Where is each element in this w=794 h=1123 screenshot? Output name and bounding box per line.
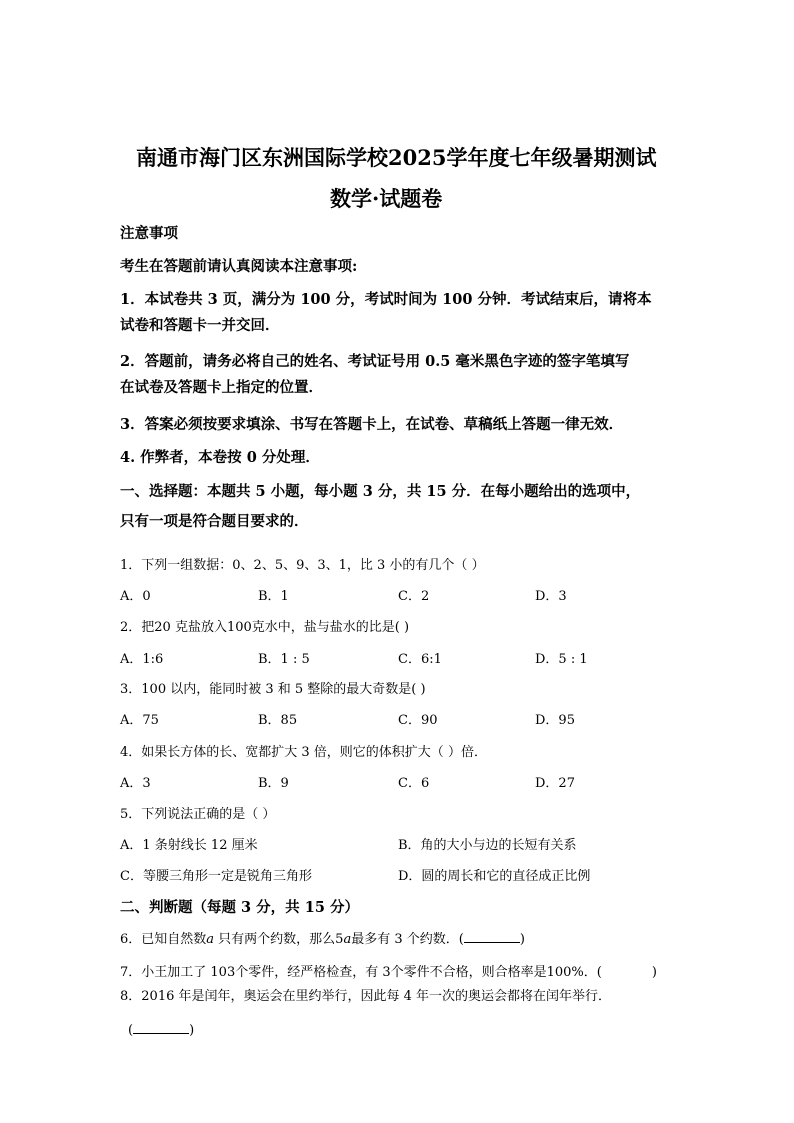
question-text: 最多有 3 个约数．( xyxy=(351,932,464,947)
question-text: 7．小王加工了 103个零件，经严格检查，有 3个零件不合格，则合格率是100%．( xyxy=(120,965,602,980)
notice-line: 试卷和答题卡一并交回． xyxy=(120,317,280,334)
notice-line: 2．答题前，请务必将自己的姓名、考试证号用 0.5 毫米黑色字迹的签字笔填写 xyxy=(120,353,630,370)
question-text: 只有两个约数，那么5 xyxy=(214,932,344,947)
question-text: ) xyxy=(189,1023,195,1038)
exam-title: 南通市海门区东洲国际学校2025学年度七年级暑期测试 xyxy=(136,145,657,170)
section-heading: 只有一项是符合题目要求的． xyxy=(120,513,309,530)
question-8-answer xyxy=(128,1021,194,1038)
section-heading: 二、判断题（每题 3 分，共 15 分） xyxy=(120,899,359,916)
notice-line: 在试卷及答题卡上指定的位置． xyxy=(120,379,323,396)
question-stem: 3．100 以内，能同时被 3 和 5 整除的最大奇数是( ) xyxy=(120,682,426,697)
question-stem: 2．把20 克盐放入100克水中，盐与盐水的比是( ) xyxy=(120,620,410,635)
option-d: D．5 : 1 xyxy=(535,652,588,667)
question-8: 8．2016 年是闰年，奥运会在里约举行，因此每 4 年一次的奥运会都将在闰年举行． xyxy=(120,989,612,1004)
question-text: ) xyxy=(519,932,525,947)
option-d: D．95 xyxy=(535,713,575,728)
notice-heading: 注意事项 xyxy=(120,225,178,242)
option-c: C．6 xyxy=(398,776,430,791)
question-6 xyxy=(120,928,525,947)
notice-intro: 考生在答题前请认真阅读本注意事项: xyxy=(120,258,358,275)
notice-line: 3．答案必须按要求填涂、书写在答题卡上，在试卷、草稿纸上答题一律无效． xyxy=(120,416,624,433)
option-d: D．3 xyxy=(535,589,567,604)
question-stem: 4．如果长方体的长、宽都扩大 3 倍，则它的体积扩大（ ）倍． xyxy=(120,745,487,760)
option-a: A．1 条射线长 12 厘米 xyxy=(120,838,258,853)
notice-line: 4. 作弊者，本卷按 0 分处理． xyxy=(120,449,320,466)
variable: a xyxy=(206,932,215,947)
section-heading: 一、选择题：本题共 5 小题，每小题 3 分，共 15 分．在每小题给出的选项中， xyxy=(120,483,641,500)
option-c: C．2 xyxy=(398,589,430,604)
option-c: C．6:1 xyxy=(398,652,442,667)
variable: a xyxy=(343,932,352,947)
option-d: D．27 xyxy=(535,776,575,791)
option-b: B．1 : 5 xyxy=(258,652,310,667)
question-text: 6．已知自然数 xyxy=(120,932,207,947)
option-c: C．等腰三角形一定是锐角三角形 xyxy=(120,869,312,884)
option-b: B．1 xyxy=(258,589,289,604)
option-b: B．85 xyxy=(258,713,298,728)
option-b: B．角的大小与边的长短有关系 xyxy=(398,838,577,853)
question-7 xyxy=(120,961,657,980)
option-a: A．3 xyxy=(120,776,151,791)
answer-blank[interactable] xyxy=(133,1021,189,1034)
question-stem: 5．下列说法正确的是（ ） xyxy=(120,807,276,822)
notice-line: 1．本试卷共 3 页，满分为 100 分，考试时间为 100 分钟．考试结束后，请将本 xyxy=(120,291,652,308)
question-text: ( xyxy=(128,1023,134,1038)
question-text: ) xyxy=(651,965,657,980)
option-a: A．1:6 xyxy=(120,652,164,667)
question-stem: 1．下列一组数据：0、2、5、9、3、1，比 3 小的有几个（ ） xyxy=(120,558,485,573)
option-c: C．90 xyxy=(398,713,438,728)
option-a: A．75 xyxy=(120,713,159,728)
option-d: D．圆的周长和它的直径成正比例 xyxy=(398,869,591,884)
answer-blank[interactable] xyxy=(464,930,520,943)
option-b: B．9 xyxy=(258,776,289,791)
option-a: A．0 xyxy=(120,589,151,604)
exam-subtitle: 数学·试题卷 xyxy=(330,186,443,211)
